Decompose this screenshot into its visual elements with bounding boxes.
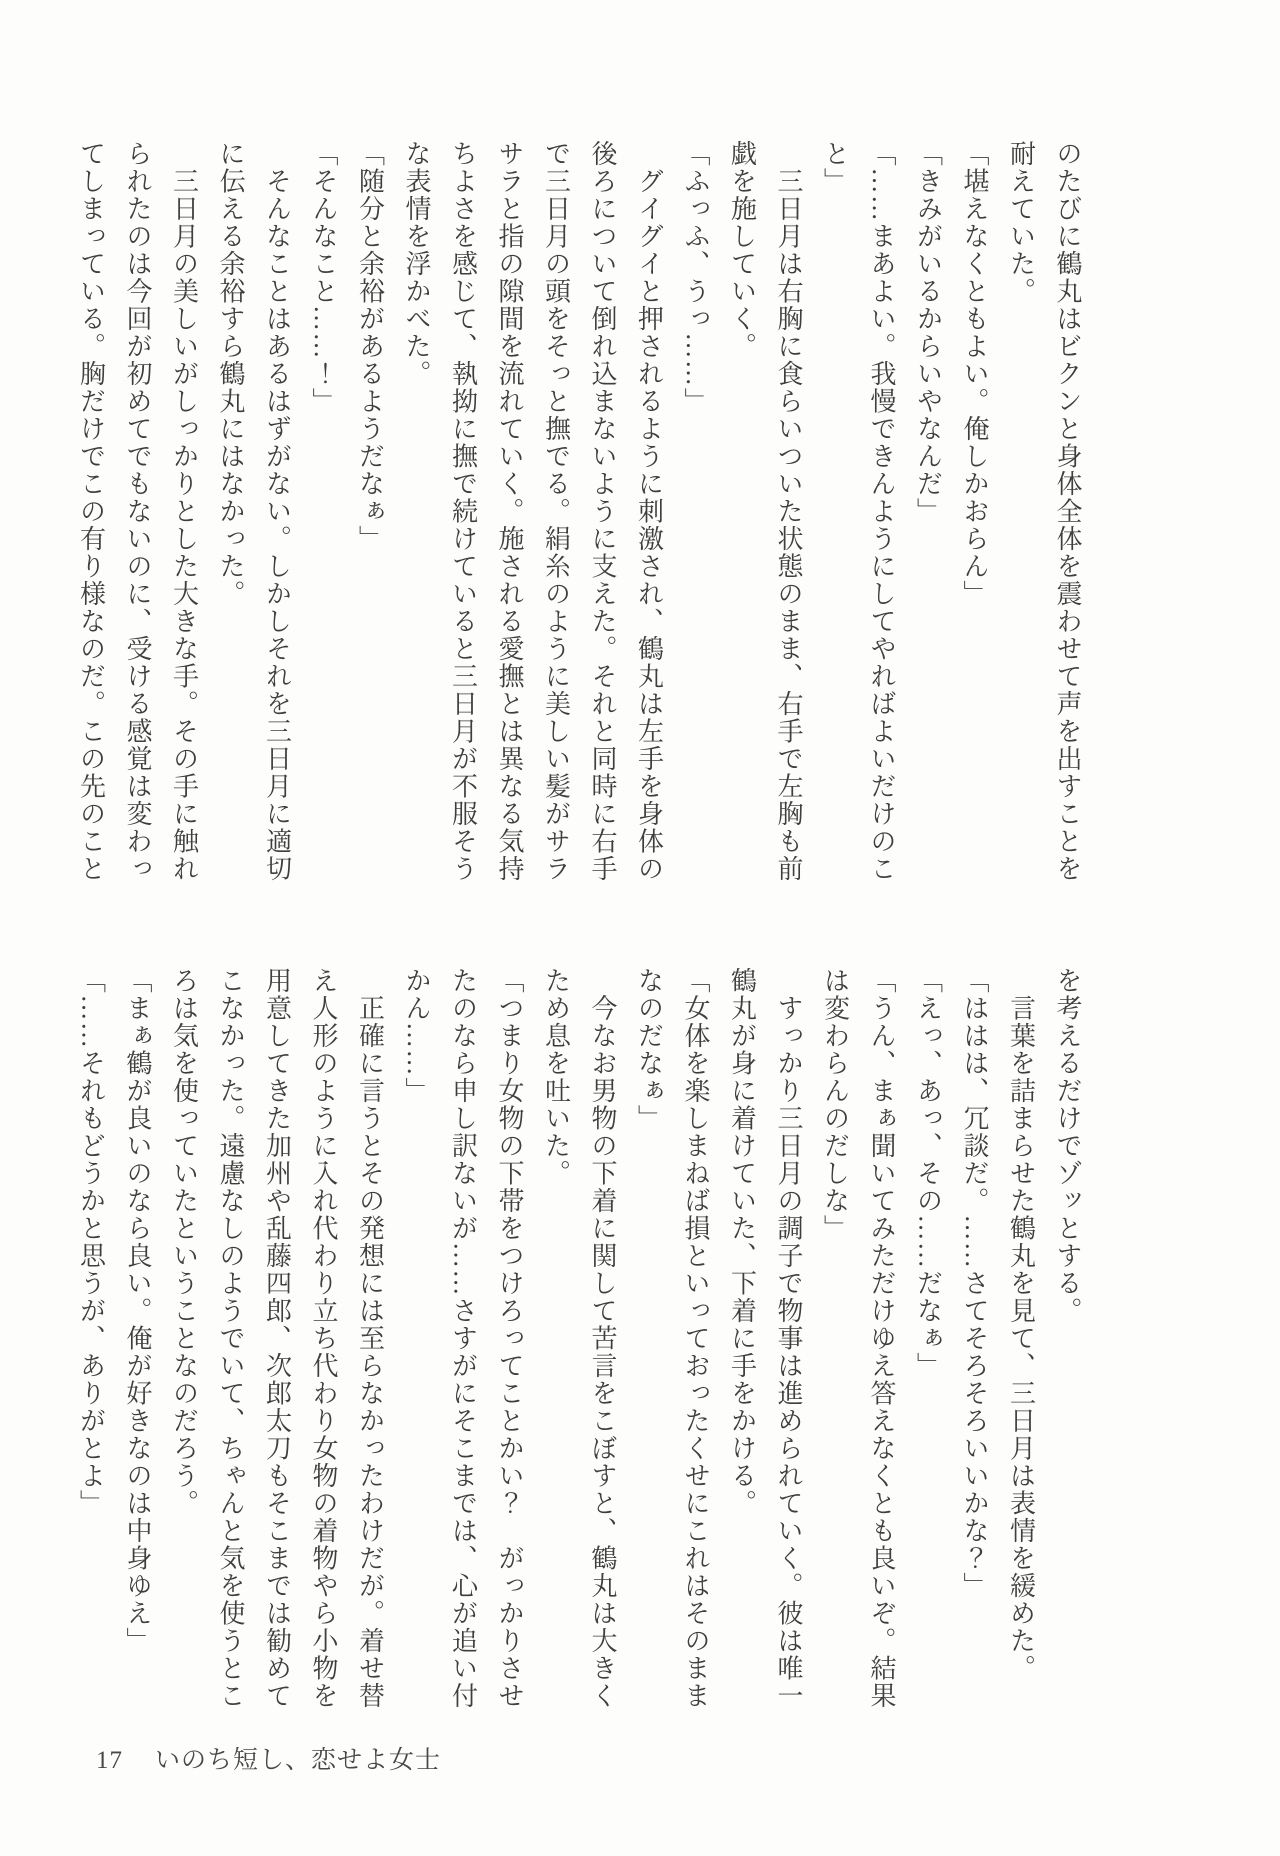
text-column: 「うん、まぁ聞いてみただけゆえ答えなくとも良いぞ。結果: [867, 967, 896, 1710]
text-column: 「女体を楽しまねば損といっておったくせにこれはそのまま: [681, 967, 710, 1710]
footer-title: いのち短し、恋せよ女士: [155, 1747, 442, 1774]
text-column: ろは気を使っていたということなのだろう。: [169, 967, 199, 1517]
text-column: のたびに鶴丸はビクンと身体全体を震わせて声を出すことを: [1053, 140, 1082, 883]
text-block-bottom: [67, 967, 1090, 1715]
text-column: 「ふっふ、うっ……」: [681, 140, 710, 415]
text-column: 正確に言うとその発想には至らなかったわけだが。着せ替: [355, 967, 385, 1710]
text-column: かん……」: [402, 967, 431, 1105]
text-column: 用意してきた加州や乱藤四郎、次郎太刀もそこまでは勧めて: [262, 967, 292, 1710]
text-column: 「随分と余裕があるようだなぁ」: [355, 140, 385, 553]
text-column: 「ははは、冗談だ。……さてそろそろいいかな？」: [960, 967, 989, 1600]
text-column: 三日月の美しいがしっかりとした大きな手。その手に触れ: [169, 140, 199, 883]
text-column: 「……まあよい。我慢できんようにしてやればよいだけのこ: [867, 140, 896, 883]
text-column: 今なお男物の下着に関して苦言をこぼすと、鶴丸は大きく: [588, 967, 617, 1710]
text-column: たのなら申し訳ないが……さすがにそこまでは、心が追い付: [448, 967, 478, 1710]
text-column: グイグイと押されるように刺激され、鶴丸は左手を身体の: [634, 140, 664, 883]
text-column: と」: [820, 140, 850, 195]
text-column: こなかった。遠慮なしのようでいて、ちゃんと気を使うとこ: [216, 967, 245, 1710]
text-column: を考えるだけでゾッとする。: [1053, 967, 1082, 1325]
text-column: 後ろについて倒れ込まないように支えた。それと同時に右手: [588, 140, 617, 883]
text-column: は変わらんのだしな」: [820, 967, 850, 1242]
text-column: ちよさを感じて、執拗に撫で続けていると三日月が不服そう: [448, 140, 478, 883]
text-column: 「堪えなくともよい。俺しかおらん」: [960, 140, 989, 608]
text-column: すっかり三日月の調子で物事は進められていく。彼は唯一: [774, 967, 803, 1710]
text-column: 「……それもどうかと思うが、ありがとよ」: [76, 967, 106, 1517]
text-column: に伝える余裕すら鶴丸にはなかった。: [216, 140, 245, 608]
text-column: 戯を施していく。: [727, 140, 757, 360]
text-column: 「そんなこと……！」: [309, 140, 338, 415]
text-column: ため息を吐いた。: [541, 967, 571, 1187]
text-column: 「つまり女物の下帯をつけろってことかい？ がっかりさせ: [495, 967, 524, 1710]
text-column: られたのは今回が初めてでもないのに、受ける感覚は変わっ: [123, 140, 152, 883]
text-column: 三日月は右胸に食らいついた状態のまま、右手で左胸も前: [774, 140, 803, 883]
page-footer: [96, 1740, 441, 1776]
text-column: な表情を浮かべた。: [402, 140, 431, 388]
text-column: 「えっ、あっ、その……だなぁ」: [913, 967, 943, 1380]
text-column: 「きみがいるからいやなんだ」: [913, 140, 943, 525]
text-column: サラと指の隙間を流れていく。施される愛撫とは異なる気持: [495, 140, 524, 883]
page-number: 17: [96, 1747, 123, 1774]
text-column: え人形のように入れ代わり立ち代わり女物の着物やら小物を: [309, 967, 338, 1710]
text-column: そんなことはあるはずがない。しかしそれを三日月に適切: [262, 140, 292, 883]
text-column: 耐えていた。: [1006, 140, 1036, 305]
text-column: 言葉を詰まらせた鶴丸を見て、三日月は表情を緩めた。: [1006, 967, 1036, 1682]
text-column: 「まぁ鶴が良いのなら良い。俺が好きなのは中身ゆえ」: [123, 967, 152, 1655]
text-column: なのだなぁ」: [634, 967, 664, 1132]
text-column: 鶴丸が身に着けていた、下着に手をかける。: [727, 967, 757, 1517]
text-block-top: [67, 140, 1090, 888]
text-column: で三日月の頭をそっと撫でる。絹糸のように美しい髪がサラ: [541, 140, 571, 883]
text-column: てしまっている。胸だけでこの有り様なのだ。この先のこと: [76, 140, 106, 883]
